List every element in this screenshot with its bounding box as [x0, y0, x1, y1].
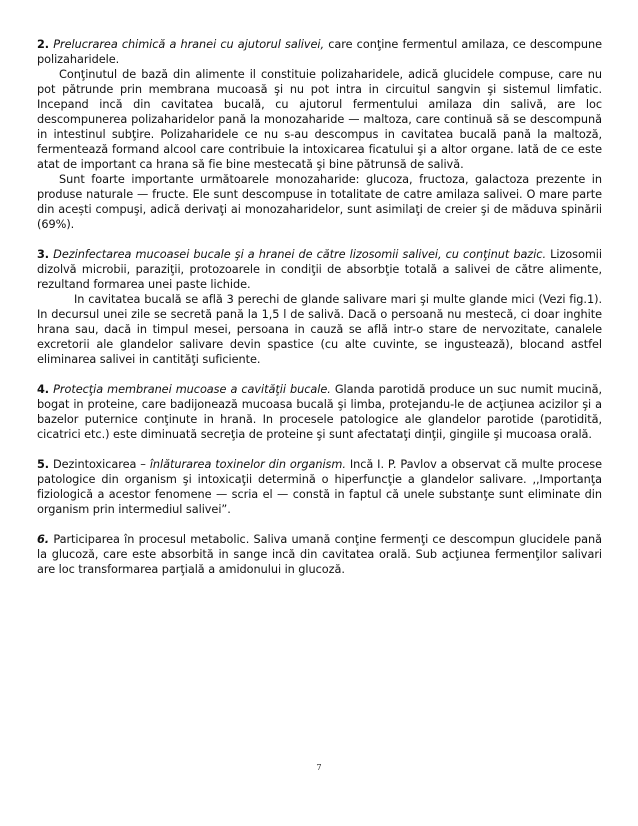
section-lead [37, 382, 602, 442]
section-lead-text: Incă I. P. Pavlov a observat că multe procese patologice din organism şi intoxicaţii determină o hiperfuncţie a glandelor salivare. ,,Importanţa fiziologică a acestor fenomene — scria el — constă in faptul că unele substanţe sunt eliminate din organism prin intermediul salivei”. [37, 458, 602, 516]
section-lead [37, 37, 602, 67]
section-mucosa-protection [37, 382, 602, 442]
section-lead-text: care conţine fermentul amilaza, ce descompune polizaharidele. [37, 38, 603, 66]
section-detoxification [37, 457, 602, 517]
section-title: Dezinfectarea mucoasei bucale şi a hranei de către lizosomii salivei, cu conţinut bazic. [53, 248, 546, 261]
section-number: 4. [37, 383, 50, 396]
section-chemical-processing [37, 37, 602, 232]
section-lead-text: Participarea în procesul metabolic. Saliva umană conţine fermenţi ce descompun glucidele pană la glucoză, care este absorbită in sange incă din cavitatea orală. Sub acţiunea fermenţilor salivari are loc transformarea parţială a amidonului in glucoză. [37, 533, 602, 576]
section-lead-text: Lizosomii dizolvă microbii, paraziţii, protozoarele in condiţii de absorbţie totală a salivei de către alimente, rezultand formarea unei paste lichide. [37, 248, 602, 291]
paragraph: In cavitatea bucală se află 3 perechi de glande salivare mari şi multe glande mici (Vezi fig.1). In decursul unei zile se secretă pană la 1,5 l de salivă. Dacă o persoană nu mestecă, ci doar inghite hrana sau, dacă in timpul mesei, persoana in cauză se află intr-o stare de nervozitate, canalele excretorii ale glandelor salivare devin spastice (cu alte cuvinte, se ingustează), blocand astfel eliminarea salivei in cantităţi suficiente. [37, 293, 602, 366]
section-metabolism [37, 532, 602, 577]
document-page [37, 37, 602, 592]
page-number: 7 [316, 763, 322, 772]
section-number: 2. [37, 38, 50, 51]
section-lead [37, 532, 602, 577]
section-number: 6. [37, 533, 50, 546]
section-lead [37, 247, 602, 292]
section-lead [37, 457, 602, 517]
paragraph: Sunt foarte importante următoarele monozaharide: glucoza, fructoza, galactoza prezente in produse naturale — fructe. Ele sunt descompuse in totalitate de catre amilaza salivei. O mare parte din acești compuşi, adică derivaţi ai monozaharidelor, sunt asimilaţi de creier şi de măduva spinării (69%). [37, 173, 602, 231]
section-intro: Dezintoxicarea – [49, 458, 150, 471]
paragraph: Conţinutul de bază din alimente il constituie polizaharidele, adică glucidele compuse, care nu pot pătrunde prin membrana mucoasă şi nu pot intra in circuitul sangvin şi sistemul limfatic. Incepand incă din cavitatea bucală, cu ajutorul fermentului amilaza din salivă, are loc descompunerea polizaharidelor pană la monozaharide — maltoza, care continuă să se descompună in intestinul subţire. Polizaharidele ce nu s-au descompus in cavitatea bucală pană la maltoză, fermentează formand alcool care contribuie la intoxicarea ficatului şi a altor organe. Iată de ce este atat de important ca hrana să fie bine mestecată şi bine pătrunsă de salivă. [37, 68, 602, 171]
section-title: înlăturarea toxinelor din organism. [149, 458, 346, 471]
section-disinfection [37, 247, 602, 367]
section-lead-text: Glanda parotidă produce un suc numit mucină, bogat in proteine, care badijonează mucoasa bucală şi limba, protejandu-le de acţiunea acizilor şi a bazelor puternice conţinute in hrană. In procesele patologice ale glandelor parotide (parotidită, cicatrici etc.) este diminuată secreţia de proteine şi sunt afectataţi dinţii, gingiile şi mucoasa orală. [37, 383, 602, 441]
section-title: Protecţia membranei mucoase a cavităţii bucale. [53, 383, 331, 396]
section-number: 3. [37, 248, 50, 261]
section-title: Prelucrarea chimică a hranei cu ajutorul salivei, [53, 38, 325, 51]
section-number: 5. [37, 458, 50, 471]
